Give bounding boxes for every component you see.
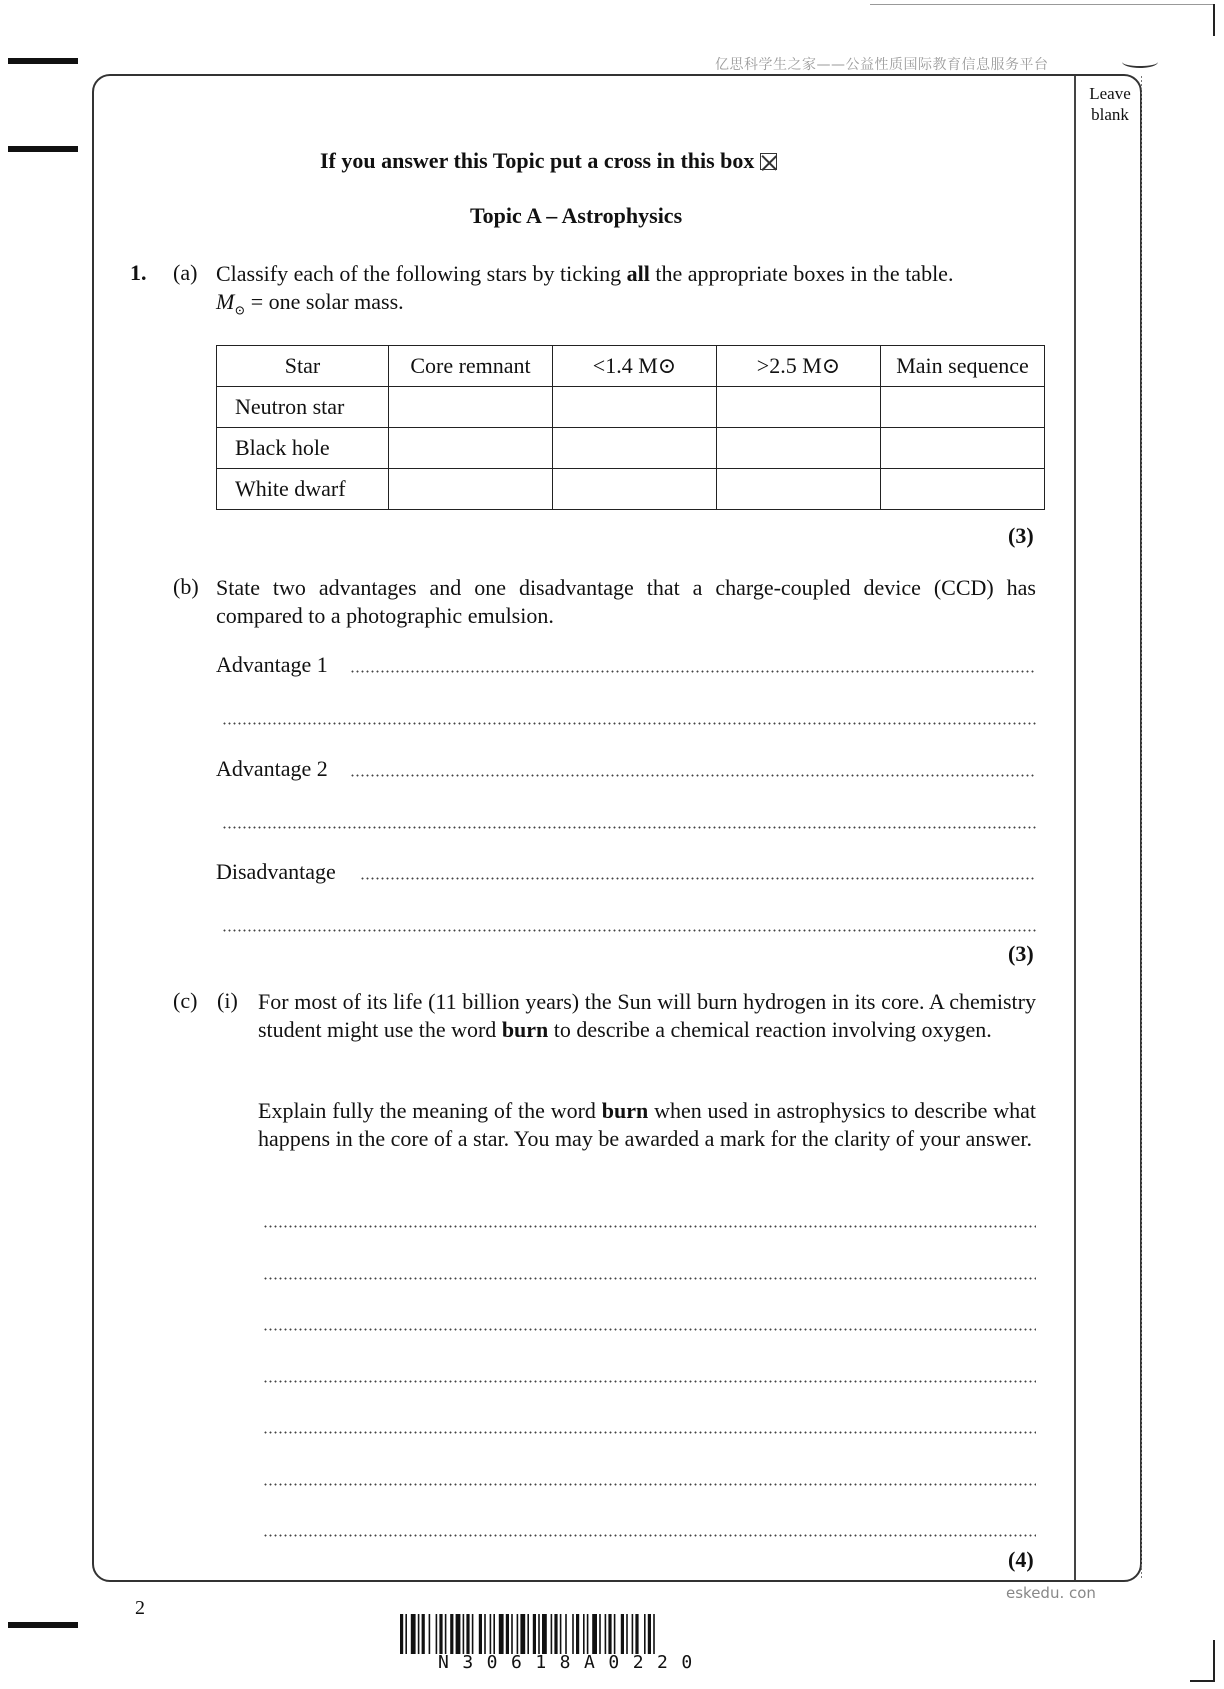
table-header: >2.5 M⊙	[717, 346, 881, 387]
star-name: Black hole	[217, 428, 389, 469]
margin-mark	[8, 1622, 78, 1628]
disadvantage-label: Disadvantage	[216, 859, 336, 884]
tick-box[interactable]	[717, 428, 881, 469]
site-watermark: eskedu. con	[1006, 1584, 1096, 1602]
answer-line[interactable]	[263, 1225, 1036, 1228]
barcode	[400, 1614, 832, 1654]
answer-line[interactable]	[350, 774, 1036, 777]
answer-line[interactable]	[263, 1431, 1036, 1434]
topic-instruction: If you answer this Topic put a cross in this box	[320, 148, 777, 174]
part-b-text: State two advantages and one disadvantage that a charge-coupled device (CCD) has compared to a photographic emulsion.	[216, 575, 1036, 628]
answer-line[interactable]	[263, 1483, 1036, 1486]
topic-cross-box[interactable]	[760, 153, 777, 170]
barcode-text: N30618A0220	[438, 1652, 706, 1673]
part-b-label: (b)	[173, 574, 199, 599]
star-name: White dwarf	[217, 469, 389, 510]
answer-line[interactable]	[222, 722, 1036, 725]
leave-blank-label: Leave blank	[1089, 84, 1131, 124]
part-a-label: (a)	[173, 260, 198, 285]
tick-box[interactable]	[881, 428, 1045, 469]
answer-line[interactable]	[263, 1534, 1036, 1537]
advantage-1-label: Advantage 1	[216, 652, 328, 677]
part-c-paragraph-1: For most of its life (11 billion years) the Sun will burn hydrogen in its core. A chemistry student might use the word burn to describe a chemical reaction involving oxygen.	[258, 989, 1036, 1042]
marks-a: (3)	[1008, 523, 1034, 548]
tick-box[interactable]	[389, 469, 553, 510]
part-a-text: Classify each of the following stars by ticking all the appropriate boxes in the table. $M_⊙$ = one solar mass.	[216, 261, 954, 318]
table-header: Main sequence	[881, 346, 1045, 387]
answer-line[interactable]	[350, 670, 1036, 673]
tick-box[interactable]	[717, 469, 881, 510]
tick-box[interactable]	[389, 428, 553, 469]
table-header: Core remnant	[389, 346, 553, 387]
star-name: Neutron star	[217, 387, 389, 428]
answer-line[interactable]	[222, 929, 1036, 932]
tick-box[interactable]	[553, 387, 717, 428]
part-c-sub-label: (i)	[217, 988, 238, 1013]
page-number: 2	[135, 1597, 145, 1619]
part-c-paragraph-2: Explain fully the meaning of the word burn when used in astrophysics to describe what happens in the core of a star. You may be awarded a mark for the clarity of your answer.	[258, 1098, 1037, 1151]
table-row	[217, 469, 1045, 510]
tick-box[interactable]	[881, 469, 1045, 510]
topic-title: Topic A – Astrophysics	[470, 203, 683, 228]
crop-mark	[1190, 1680, 1215, 1682]
swoosh-mark	[1122, 56, 1158, 68]
answer-line[interactable]	[263, 1277, 1036, 1280]
advantage-2-label: Advantage 2	[216, 756, 328, 781]
table-header: <1.4 M⊙	[553, 346, 717, 387]
table-header: Star	[217, 346, 389, 387]
question-number: 1.	[130, 260, 147, 285]
margin-mark	[8, 58, 78, 64]
crop-mark	[870, 4, 1215, 5]
tick-box[interactable]	[717, 387, 881, 428]
table-header-row	[217, 346, 1045, 387]
tick-box[interactable]	[553, 428, 717, 469]
answer-line[interactable]	[263, 1328, 1036, 1331]
table-row	[217, 387, 1045, 428]
answer-line[interactable]	[360, 877, 1036, 880]
tick-box[interactable]	[389, 387, 553, 428]
table-row	[217, 428, 1045, 469]
answer-line[interactable]	[263, 1380, 1036, 1383]
tick-box[interactable]	[553, 469, 717, 510]
star-classification-table	[216, 345, 1045, 510]
leave-blank-edge	[1141, 76, 1142, 1580]
leave-blank-divider	[1074, 76, 1076, 1580]
answer-line[interactable]	[222, 826, 1036, 829]
crop-mark	[1213, 1640, 1215, 1682]
marks-c: (4)	[1008, 1547, 1034, 1572]
margin-mark	[8, 146, 78, 152]
part-c-label: (c)	[173, 988, 198, 1013]
watermark-text: 亿思科学生之家——公益性质国际教育信息服务平台	[715, 57, 1049, 73]
crop-mark	[1213, 4, 1215, 36]
marks-b: (3)	[1008, 941, 1034, 966]
tick-box[interactable]	[881, 387, 1045, 428]
